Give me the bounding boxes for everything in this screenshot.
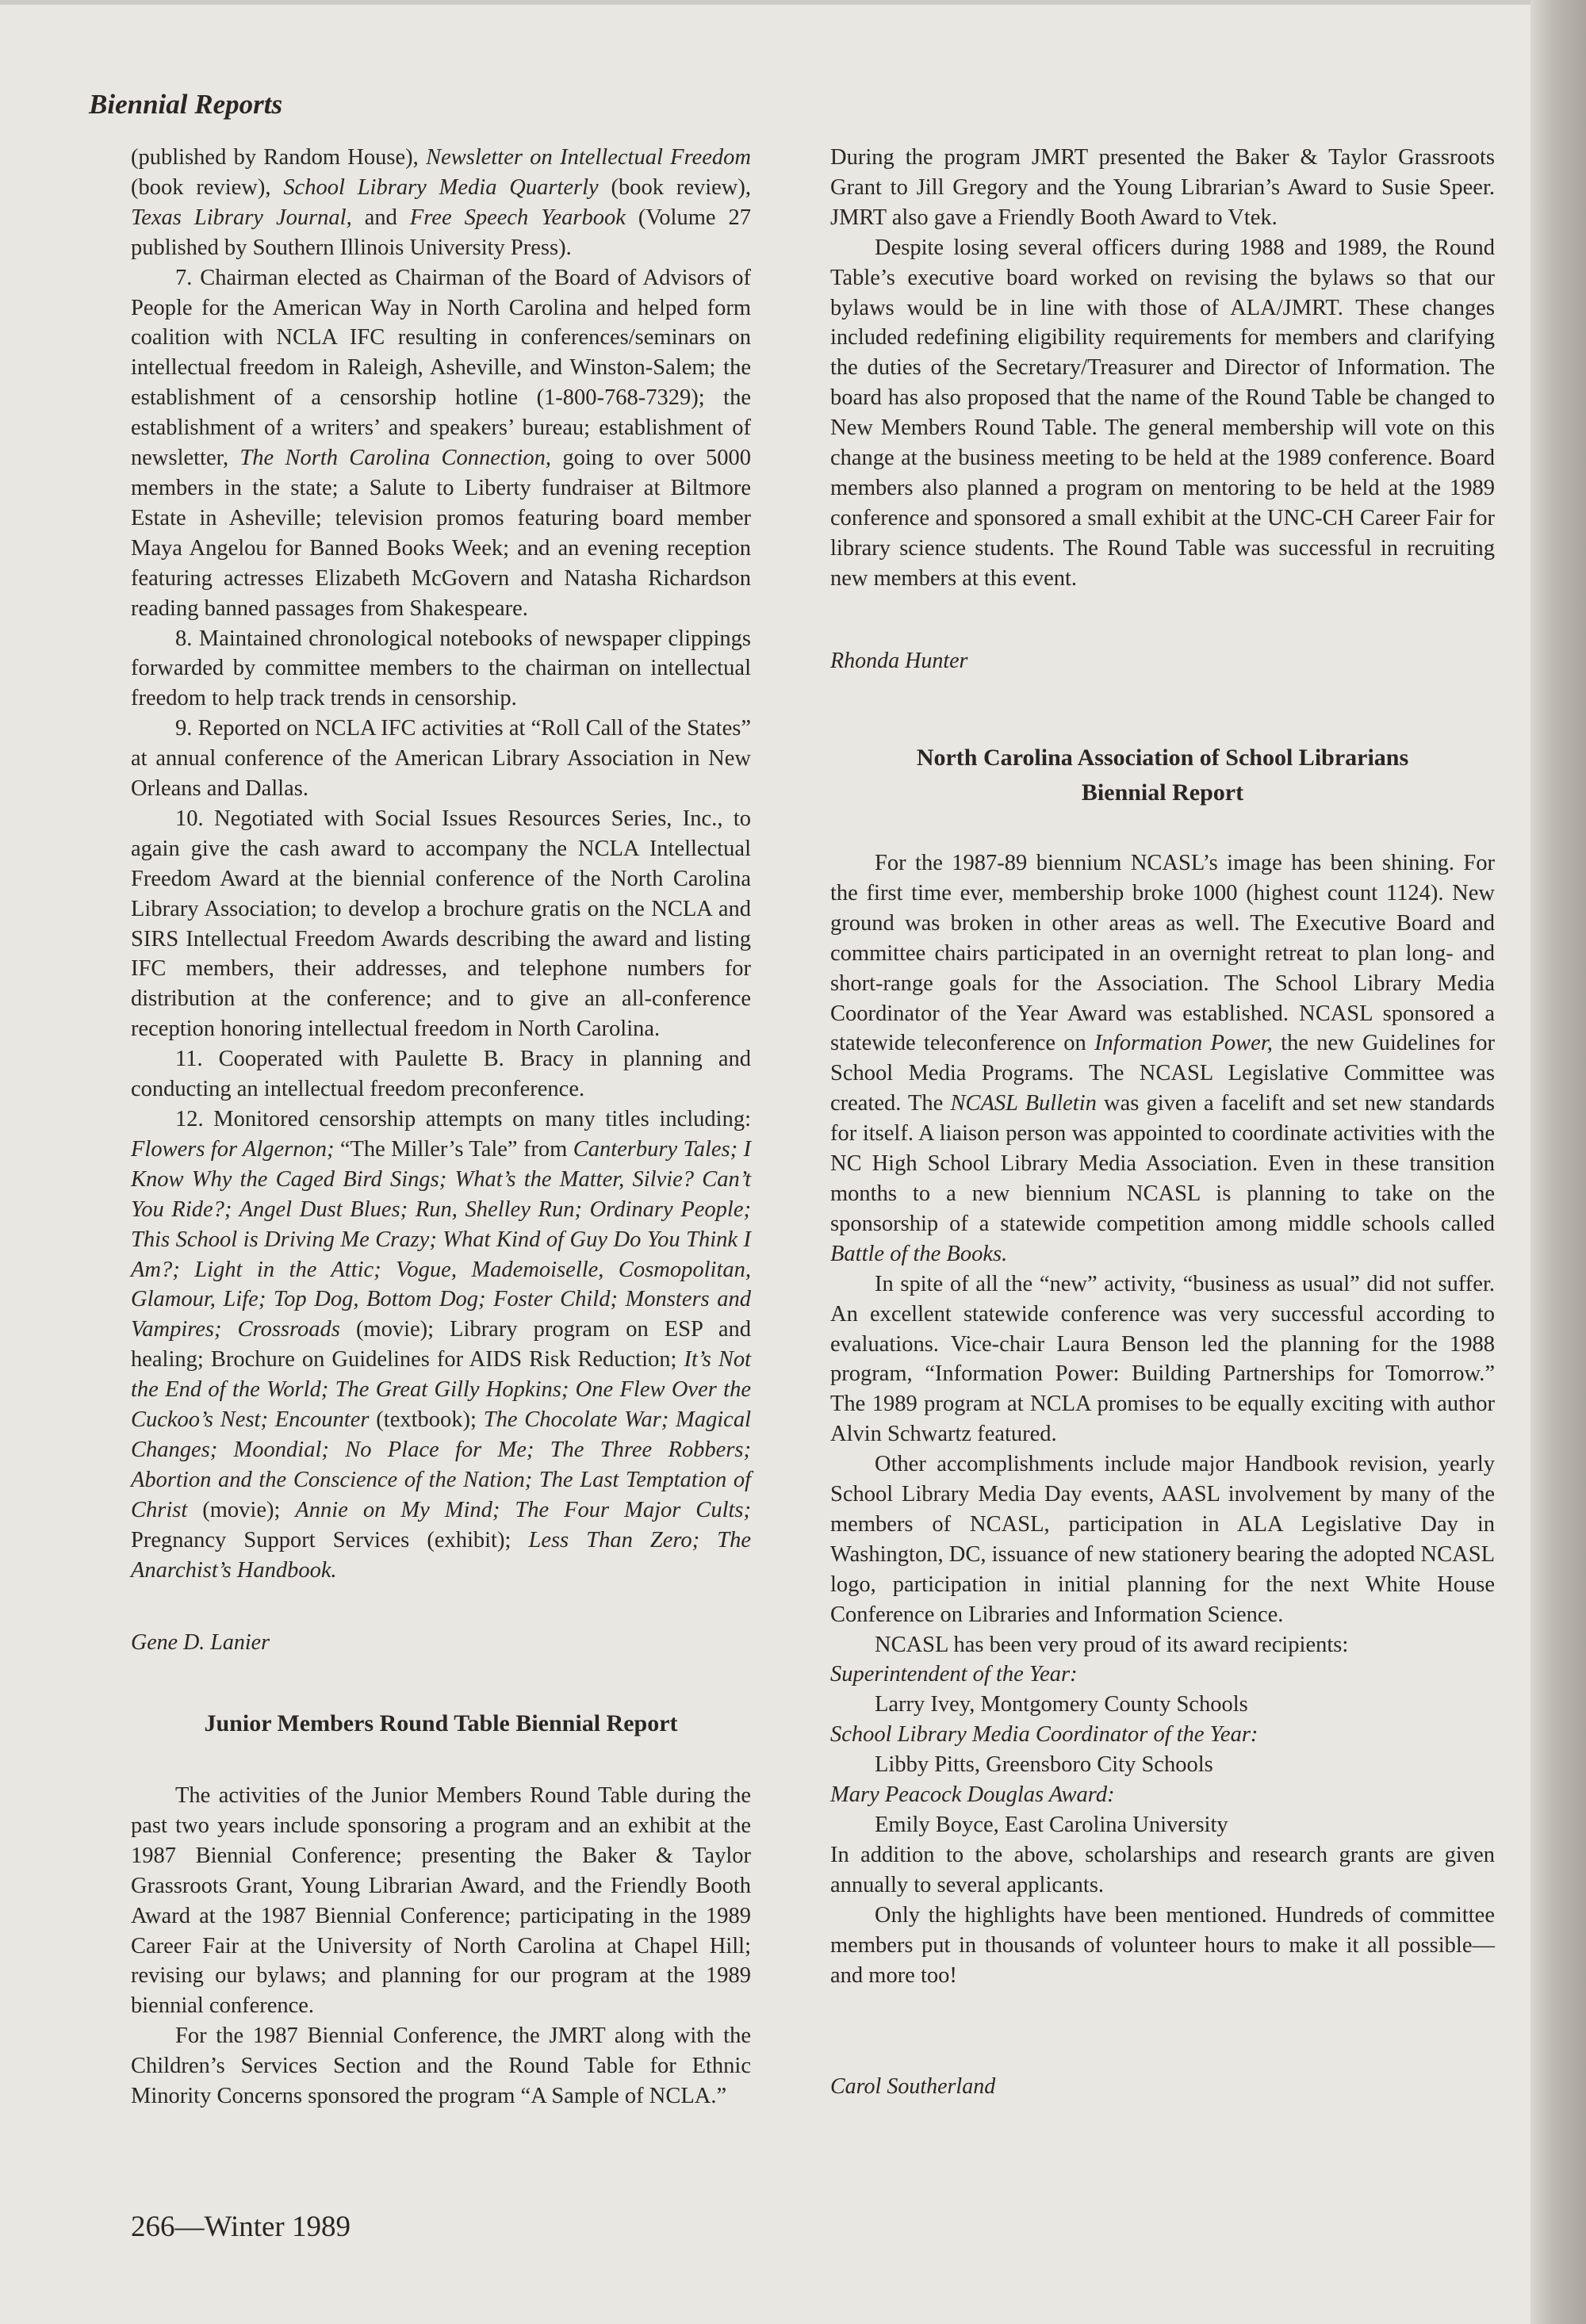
text-run: In addition to the above, scholarships and research grants are given annually to several applicants.: [830, 1842, 1495, 1897]
award-title: School Library Media Coordinator of the Year:: [830, 1722, 1258, 1748]
paragraph: [830, 1901, 1495, 1991]
ncasl-paragraphs: [830, 848, 1495, 1660]
paragraph: [830, 1449, 1495, 1629]
text-run: NCASL has been very proud of its award recipients:: [875, 1632, 1349, 1657]
signature-carol-southerland: Carol Southerland: [830, 2074, 996, 2099]
text-run: 7. Chairman elected as Chairman of the Board of Advisors of People for the American Way in North Carolina and helped form coalition with NCLA IFC resulting in conferences/seminars on intellectual freedom in Raleigh, Asheville, and Winston-Salem; the establishment of a censorship hotline (1-800-768-7329); the establishment of a writers’ and speakers’ bureau; establishment of newsletter,: [131, 265, 751, 471]
ncasl-heading-line2: Biennial Report: [1081, 779, 1244, 806]
text-run: During the program JMRT presented the Baker & Taylor Grassroots Grant to Jill Gregory and the Young Librarian’s Award to Susie Speer. JMRT also gave a Friendly Booth Award to Vtek.: [830, 145, 1495, 230]
paragraph: [131, 1105, 751, 1586]
page-binding-shadow: [1530, 0, 1586, 2324]
italic-title-run: Canterbury Tales; I Know Why the Caged Bird Sings; What’s the Matter, Silvie? Can’t You Ride?; Angel Dust Blues; Run, Shelley Run; Ordinary People; This School is Driving Me Crazy; What Kind of Guy Do You Think I Am?; Light in the Attic; Vogue, Mademoiselle, Cosmopolitan, Glamour, Life; Top Dog, Bottom Dog; Foster Child; Monsters and Vampires; Crossroads: [131, 1136, 751, 1342]
text-run: In spite of all the “new” activity, “business as usual” did not suffer. An excellent statewide conference was very successful according to evaluations. Vice-chair Laura Benson led the planning for the 1988 program, “Information Power: Building Partnerships for Tomorrow.” The 1989 program at NCLA promises to be equally exciting with author Alvin Schwartz featured.: [830, 1271, 1495, 1447]
paragraph: [131, 804, 751, 1044]
text-run: 12. Monitored censorship attempts on many titles including:: [175, 1107, 751, 1131]
italic-title-run: The North Carolina Connection,: [239, 446, 552, 471]
italic-title-run: Free Speech Yearbook: [409, 205, 626, 230]
paragraph: [131, 2021, 751, 2112]
jmrt-text: [131, 1781, 751, 2112]
italic-title-run: NCASL Bulletin: [950, 1091, 1097, 1116]
text-run: Despite losing several officers during 1988 and 1989, the Round Table’s executive board worked on revising the bylaws so that our bylaws would be in line with those of ALA/JMRT. These changes included redefining eligibility requirements for members and clarifying the duties of the Secretary/Treasurer and Director of Information. The board has also proposed that the name of the Round Table be changed to New Members Round Table. The general membership will vote on this change at the business meeting to be held at the 1989 conference. Board members also planned a program on mentoring to be held at the 1989 conference and sponsored a small exhibit at the UNC-CH Career Fair for library science students. The Round Table was successful in recruiting new members at this event.: [830, 235, 1495, 591]
paragraph: [131, 1044, 751, 1105]
signature-gene-lanier: Gene D. Lanier: [131, 1630, 270, 1655]
text-run: was given a facelift and set new standards for itself. A liaison person was appointed to coordinate activities with the NC High School Library Media Association. Even in these transition months to a new biennium NCASL is planning to take on the sponsorship of a statewide competition among middle schools called: [830, 1091, 1496, 1236]
text-run: Only the highlights have been mentioned. Hundreds of committee members put in thousands of volunteer hours to make it all possible—and more too!: [830, 1902, 1495, 1988]
italic-title-run: The Chocolate War; Magical Changes; Moondial; No Place for Me; The Three Robbers; Abortion and the Conscience of the Nation; The Last Temptation of Christ: [131, 1407, 751, 1522]
italic-title-run: Less Than Zero; The Anarchist’s Handbook.: [131, 1527, 752, 1583]
award-recipient: Emily Boyce, East Carolina University: [875, 1813, 1228, 1837]
italic-title-run: Annie on My Mind; The Four Major Cults;: [295, 1497, 751, 1522]
signature-rhonda-hunter: Rhonda Hunter: [830, 649, 968, 673]
italic-title-run: Newsletter on Intellectual Freedom: [426, 145, 751, 170]
text-run: 11. Cooperated with Paulette B. Bracy in planning and conducting an intellectual freedom preconference.: [131, 1047, 751, 1102]
paragraph: [131, 714, 751, 804]
text-run: (textbook);: [369, 1407, 484, 1433]
text-run: 8. Maintained chronological notebooks of newspaper clippings forwarded by committee members to the chairman on intellectual freedom to help track trends in censorship.: [131, 626, 751, 711]
text-run: Pregnancy Support Services (exhibit);: [131, 1527, 529, 1553]
left-column-text: [131, 143, 751, 1586]
ncasl-closing: [830, 1840, 1495, 1991]
ncasl-heading-line1: North Carolina Association of School Librarians: [916, 745, 1409, 771]
text-run: (book review),: [131, 174, 284, 200]
right-column-text: [830, 143, 1495, 594]
paragraph: [830, 1630, 1495, 1660]
text-run: the new Guidelines for School Media Programs. The NCASL Legislative Committee was created. The: [830, 1031, 1495, 1116]
award-recipient: Libby Pitts, Greensboro City Schools: [875, 1752, 1213, 1778]
page-top-edge: [0, 0, 1586, 5]
award-recipient: Larry Ivey, Montgomery County Schools: [875, 1692, 1248, 1717]
text-run: 9. Reported on NCLA IFC activities at “Roll Call of the States” at annual conference of the American Library Association in New Orleans and Dallas.: [131, 716, 751, 802]
text-run: and: [351, 205, 410, 230]
paragraph: [830, 848, 1495, 1269]
ncasl-awards: [830, 1660, 1495, 1840]
text-run: The activities of the Junior Members Round Table during the past two years include sponsoring a program and an exhibit at the 1987 Biennial Conference; presenting the Baker & Taylor Grassroots Grant, Young Librarian Award, and the Friendly Booth Award at the 1987 Biennial Conference; participating in the 1989 Career Fair at the University of North Carolina at Chapel Hill; revising our bylaws; and planning for our program at the 1989 biennial conference.: [131, 1783, 751, 2019]
paragraph: [830, 1840, 1495, 1901]
text-run: Other accomplishments include major Handbook revision, yearly School Library Media Day events, AASL involvement by many of the members of NCASL, participation in ALA Legislative Day in Washington, DC, issuance of new stationery bearing the adopted NCASL logo, participation in initial planning for the next White House Conference on Libraries and Information Science.: [830, 1452, 1495, 1627]
ncasl-heading: [830, 741, 1495, 810]
text-run: For the 1987-89 biennium NCASL’s image has been shining. For the first time ever, membership broke 1000 (highest count 1124). New ground was broken in other areas as well. The Executive Board and committee chairs participated in an overnight retreat to plan long- and short-range goals for the Association. The School Library Media Coordinator of the Year Award was established. NCASL sponsored a statewide teleconference on: [830, 851, 1495, 1056]
text-run: going to over 5000 members in the state; a Salute to Liberty fundraiser at Biltmore Estate in Asheville; television promos featuring board member Maya Angelou for Banned Books Week; and an evening reception featuring actresses Elizabeth McGovern and Natasha Richardson reading banned passages from Shakespeare.: [131, 446, 752, 621]
text-run: (book review),: [598, 174, 751, 200]
running-header: Biennial Reports: [89, 89, 283, 120]
page-footer: 266—Winter 1989: [131, 2211, 351, 2243]
text-run: For the 1987 Biennial Conference, the JMRT along with the Children’s Services Section and the Round Table for Ethnic Minority Concerns sponsored the program “A Sample of NCLA.”: [131, 2023, 751, 2109]
text-run: (movie); Library program on ESP and healing; Brochure on Guidelines for AIDS Risk Reduction;: [131, 1317, 751, 1373]
italic-title-run: School Library Media Quarterly: [283, 174, 599, 200]
paragraph: [131, 143, 751, 263]
paragraph: [830, 233, 1495, 594]
award-title: Mary Peacock Douglas Award:: [830, 1782, 1115, 1808]
paragraph: [830, 143, 1495, 233]
text-run: “The Miller’s Tale” from: [334, 1136, 573, 1162]
award-title: Superintendent of the Year:: [830, 1662, 1078, 1687]
text-run: (Volume 27 published by Southern Illinois University Press).: [131, 205, 751, 260]
italic-title-run: Information Power,: [1094, 1031, 1273, 1056]
italic-title-run: It’s Not the End of the World; The Great Gilly Hopkins; One Flew Over the Cuckoo’s Nest; Encounter: [131, 1347, 751, 1433]
jmrt-heading: Junior Members Round Table Biennial Report: [204, 1710, 678, 1736]
ncasl-text: [830, 848, 1495, 1990]
italic-title-run: Battle of the Books.: [830, 1241, 1008, 1266]
text-run: (published by Random House),: [131, 145, 427, 170]
italic-title-run: Texas Library Journal,: [131, 205, 352, 230]
text-run: 10. Negotiated with Social Issues Resources Series, Inc., to again give the cash award to accompany the NCLA Intellectual Freedom Award at the biennial conference of the North Carolina Library Association; to develop a brochure gratis on the NCLA and SIRS Intellectual Freedom Awards describing the award and listing IFC members, their addresses, and telephone numbers for distribution at the conference; and to give an all-conference reception honoring intellectual freedom in North Carolina.: [131, 806, 751, 1042]
paragraph: [131, 263, 751, 624]
paragraph: [830, 1269, 1495, 1449]
text-run: (movie);: [187, 1497, 296, 1522]
italic-title-run: Flowers for Algernon;: [131, 1136, 335, 1162]
paragraph: [131, 624, 751, 714]
paragraph: [131, 1781, 751, 2021]
